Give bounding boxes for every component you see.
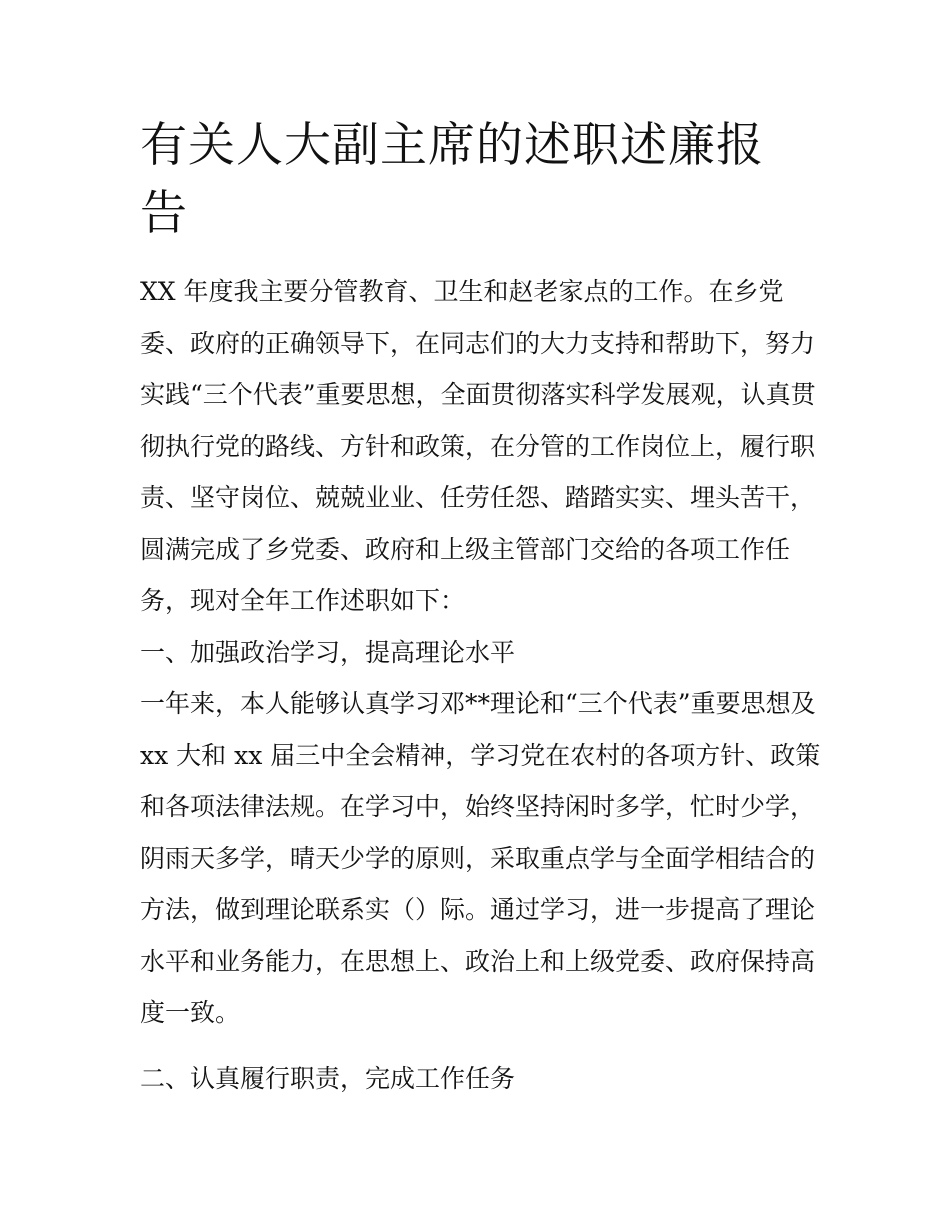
body-line: 圆满完成了乡党委、政府和上级主管部门交给的各项工作任 [140, 534, 791, 564]
body-line: 彻执行党的路线、方针和政策，在分管的工作岗位上，履行职 [140, 431, 816, 461]
body-line: 实践“三个代表”重要思想，全面贯彻落实科学发展观，认真贯 [140, 380, 816, 409]
body-line: XX 年度我主要分管教育、卫生和赵老家点的工作。在乡党 [140, 277, 784, 306]
body-line: 水平和业务能力，在思想上、政治上和上级党委、政府保持高 [140, 946, 816, 976]
body-line: 委、政府的正确领导下，在同志们的大力支持和帮助下，努力 [140, 328, 816, 358]
document-body [140, 266, 821, 1104]
body-line: 和各项法律法规。在学习中，始终坚持闲时多学，忙时少学， [140, 792, 816, 821]
document-title: 有关人大副主席的述职述廉报告 [140, 118, 764, 241]
section-heading-1: 一、加强政治学习，提高理论水平 [140, 637, 516, 667]
body-line: 方法，做到理论联系实（）际。通过学习，进一步提高了理论 [140, 895, 816, 924]
body-line: 度一致。 [140, 998, 241, 1027]
body-line: 阴雨天多学，晴天少学的原则，采取重点学与全面学相结合的 [140, 843, 816, 873]
body-line: 责、坚守岗位、兢兢业业、任劳任怨、踏踏实实、埋头苦干， [140, 483, 816, 512]
body-line: 一年来，本人能够认真学习邓**理论和“三个代表”重要思想及 [140, 689, 816, 718]
document-page [140, 112, 821, 1104]
paragraph-gap [140, 1039, 816, 1053]
body-line: xx 大和 xx 届三中全会精神，学习党在农村的各项方针、政策 [140, 740, 821, 770]
section-heading-2: 二、认真履行职责，完成工作任务 [140, 1063, 516, 1093]
body-line: 务，现对全年工作述职如下： [140, 586, 466, 615]
